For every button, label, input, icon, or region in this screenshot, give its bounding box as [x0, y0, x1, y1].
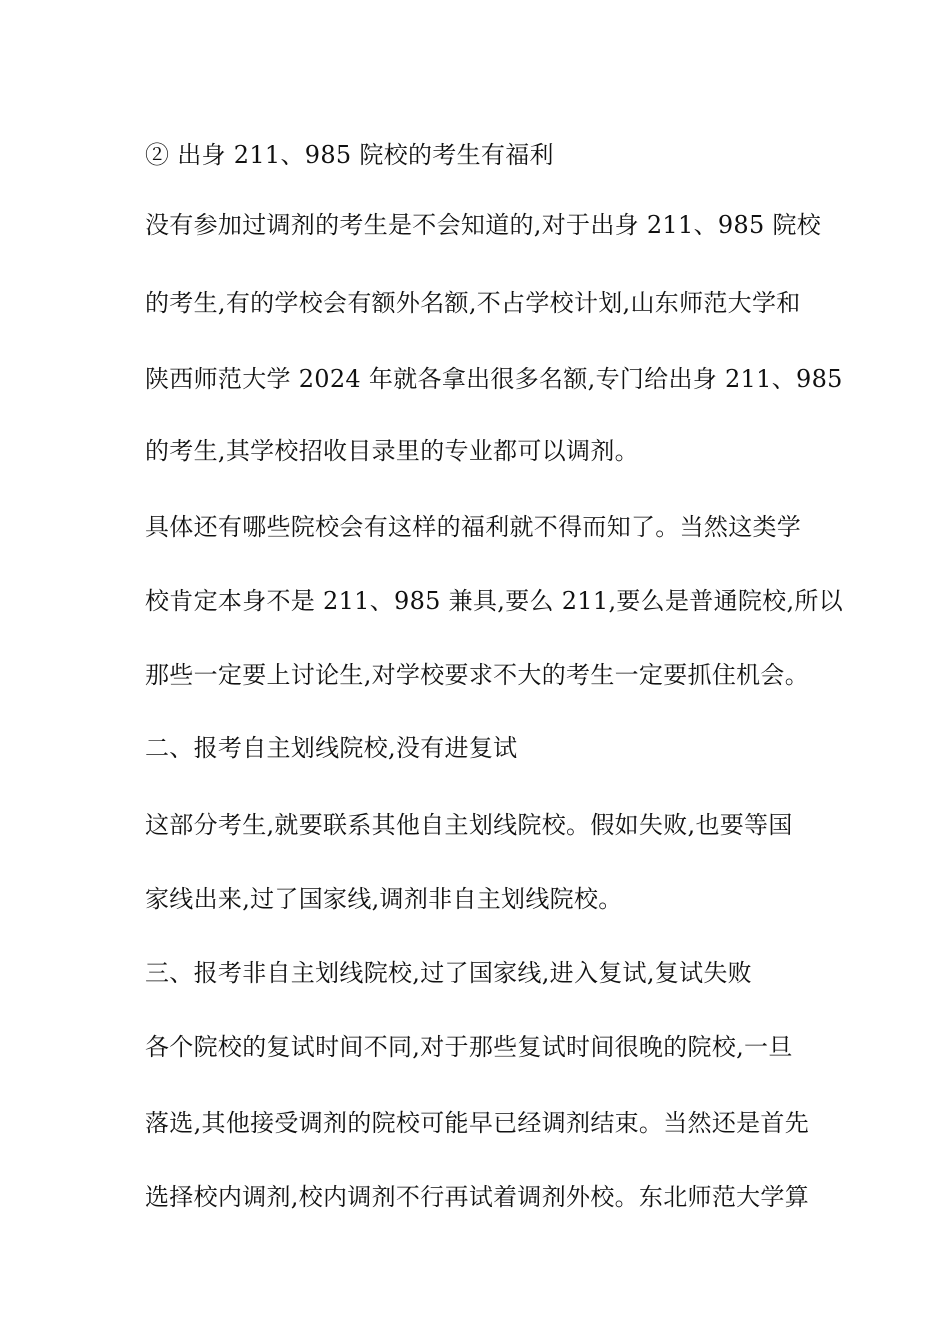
paragraph-line: 陕西师范大学 2024 年就各拿出很多名额,专门给出身 211、985	[145, 365, 843, 393]
paragraph-line: 各个院校的复试时间不同,对于那些复试时间很晚的院校,一旦	[145, 1033, 793, 1061]
paragraph-line: 的考生,其学校招收目录里的专业都可以调剂。	[145, 437, 639, 465]
section-heading-2: 二、报考自主划线院校,没有进复试	[145, 734, 518, 762]
paragraph-line: 具体还有哪些院校会有这样的福利就不得而知了。当然这类学	[145, 513, 802, 541]
paragraph-line: 选择校内调剂,校内调剂不行再试着调剂外校。东北师范大学算	[145, 1183, 810, 1211]
paragraph-line: 落选,其他接受调剂的院校可能早已经调剂结束。当然还是首先	[145, 1109, 810, 1137]
paragraph-line: 校肯定本身不是 211、985 兼具,要么 211,要么是普通院校,所以	[145, 587, 843, 615]
paragraph-line: 这部分考生,就要联系其他自主划线院校。假如失败,也要等国	[145, 811, 793, 839]
section-heading-3: 三、报考非自主划线院校,过了国家线,进入复试,复试失败	[145, 959, 752, 987]
subheading-benefit-211-985: ② 出身 211、985 院校的考生有福利	[145, 141, 554, 169]
paragraph-line: 家线出来,过了国家线,调剂非自主划线院校。	[145, 885, 623, 913]
paragraph-line: 的考生,有的学校会有额外名额,不占学校计划,山东师范大学和	[145, 289, 801, 317]
paragraph-line: 那些一定要上讨论生,对学校要求不大的考生一定要抓住机会。	[145, 661, 810, 689]
paragraph-line: 没有参加过调剂的考生是不会知道的,对于出身 211、985 院校	[145, 211, 822, 239]
